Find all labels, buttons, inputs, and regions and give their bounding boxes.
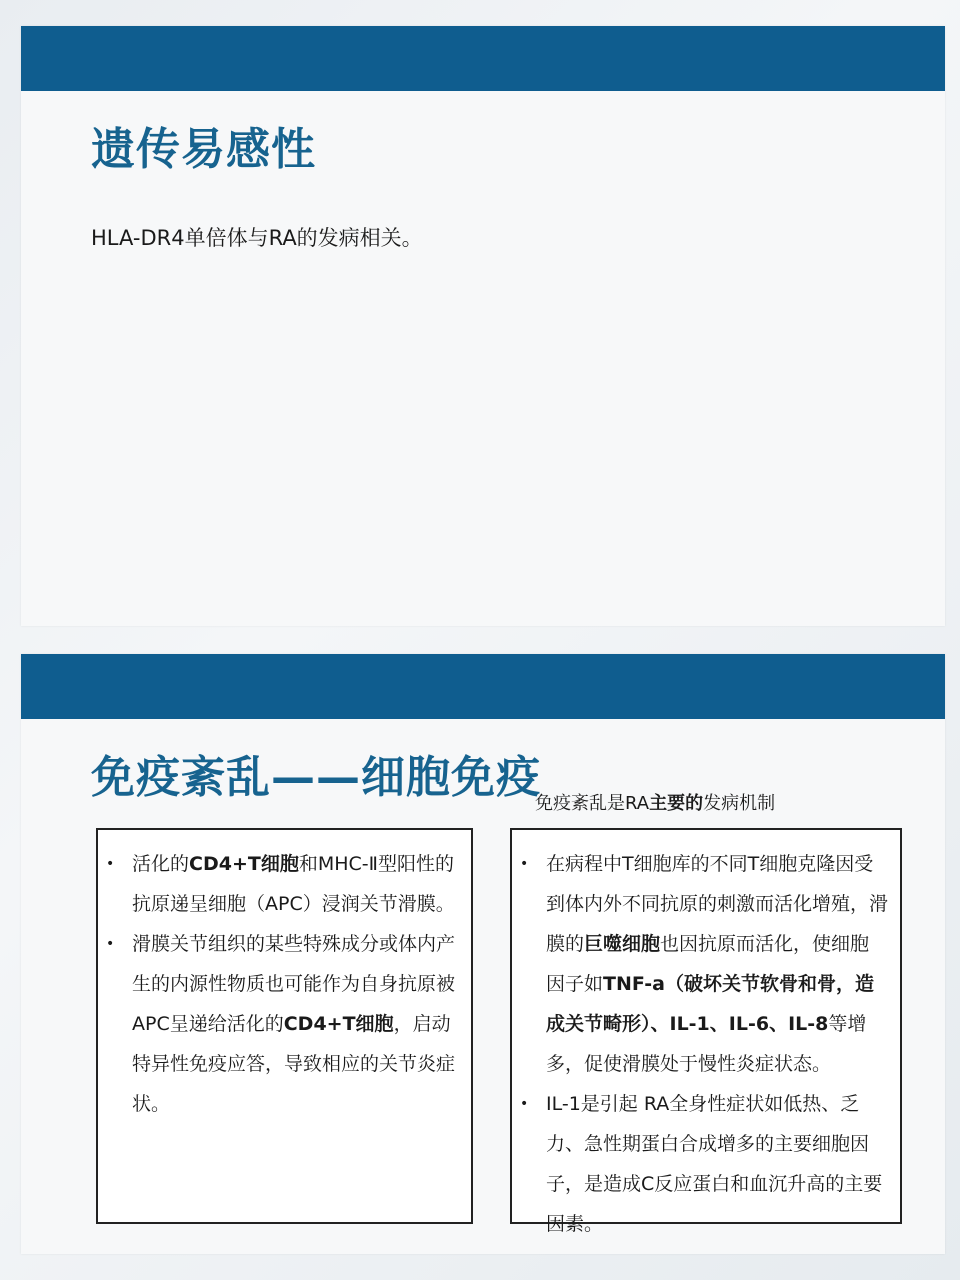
subtitle-emphasis: 主要的	[649, 793, 704, 814]
slide-title: 免疫紊乱——细胞免疫	[91, 752, 541, 803]
bullet-list	[512, 830, 900, 1244]
item-text: ，启动特异性免疫应答，导致相应的关节炎症状。	[132, 1013, 456, 1115]
left-text-box	[96, 828, 473, 1224]
subtitle-text: 发病机制	[703, 793, 776, 814]
item-text: IL-1是引起 RA全身性症状如低热、乏力、急性期蛋白合成增多的主要细胞因子，是造成C反应蛋白和血沉升高的主要因素。	[546, 1093, 883, 1235]
item-text: 滑膜关节组织的某些特殊成分或体内产生的内源性物质也可能作为自身抗原被APC呈递给活化的	[132, 933, 456, 1035]
item-text: 也因抗原而活化，使细胞因子如	[546, 933, 870, 995]
item-emphasis: CD4+T细胞	[189, 853, 299, 875]
list-item	[512, 1084, 888, 1244]
slide-cellular-immunity	[21, 654, 945, 1254]
bullet-icon: •	[106, 856, 115, 872]
subtitle-text: 免疫紊乱是RA	[535, 793, 650, 814]
slide-genetic-susceptibility	[21, 26, 945, 626]
bullet-icon: •	[106, 936, 115, 952]
slide-title: 遗传易感性	[91, 124, 316, 175]
slide-header-bar	[21, 654, 945, 719]
list-item	[512, 844, 888, 1084]
item-text: 和MHC-Ⅱ型阳性的抗原递呈细胞（APC）浸润关节滑膜。	[132, 853, 455, 915]
right-text-box	[510, 828, 902, 1235]
item-text: 活化的	[132, 853, 190, 875]
slide-subtitle	[535, 789, 775, 815]
item-text: 等增多，促使滑膜处于慢性炎症状态。	[546, 1013, 867, 1075]
item-emphasis: CD4+T细胞	[283, 1013, 394, 1035]
bullet-icon: •	[520, 856, 529, 872]
item-emphasis: TNF-a（破坏关节软骨和骨，造成关节畸形）、IL-1、IL-6、IL-8	[546, 973, 874, 1035]
bullet-list	[98, 830, 471, 1124]
list-item	[98, 924, 459, 1124]
list-item	[98, 844, 459, 924]
slide-body-text: HLA-DR4单倍体与RA的发病相关。	[91, 226, 423, 250]
item-text: 在病程中T细胞库的不同T细胞克隆因受到体内外不同抗原的刺激而活化增殖，滑膜的	[546, 853, 889, 955]
bullet-icon: •	[520, 1096, 529, 1112]
slide-header-bar	[21, 26, 945, 91]
item-emphasis: 巨噬细胞	[584, 933, 661, 955]
